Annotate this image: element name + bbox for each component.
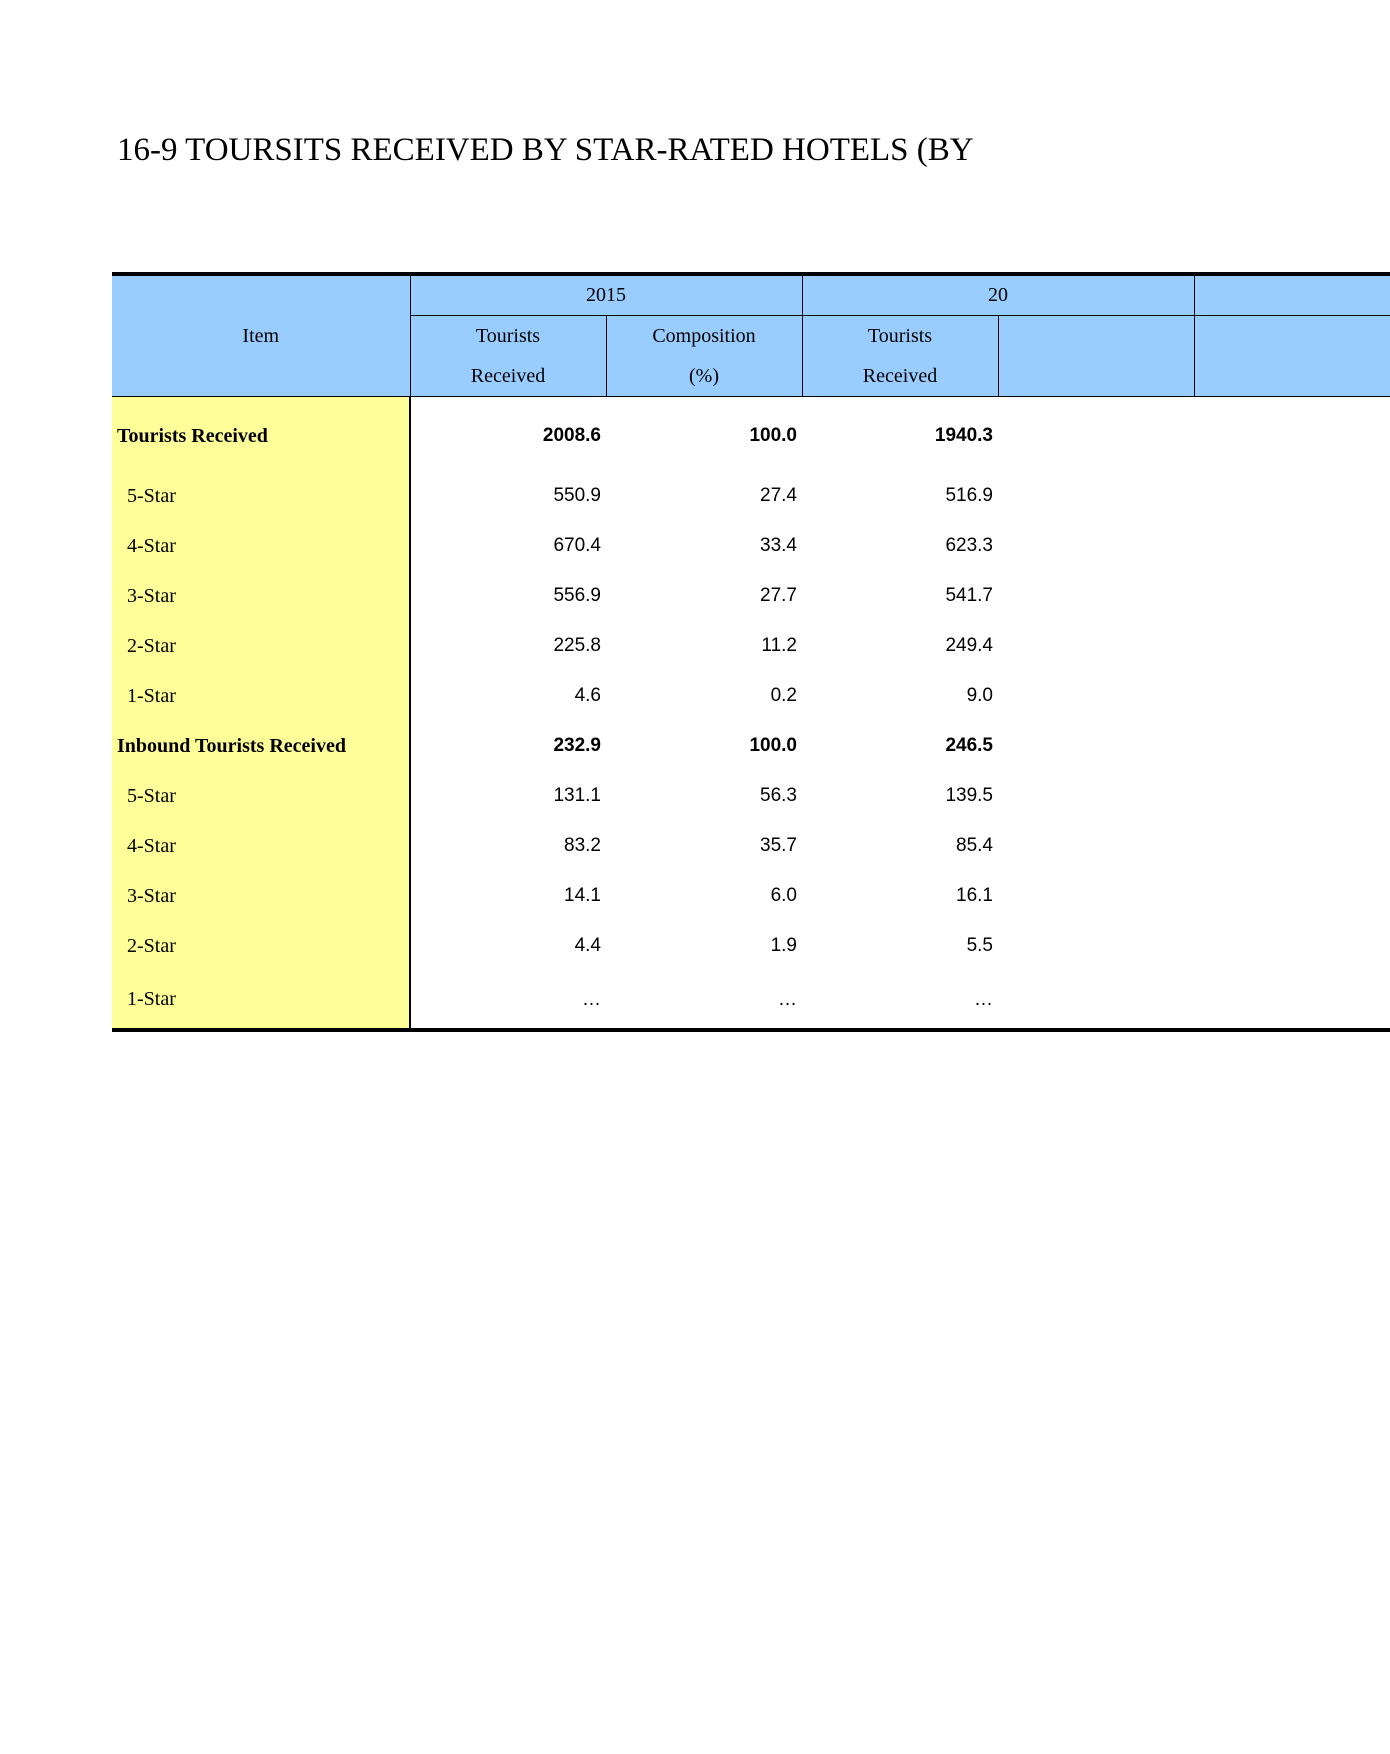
header-line: Tourists (867, 325, 933, 347)
row-label: 3-Star (112, 571, 410, 621)
header-item: Item (112, 274, 410, 397)
cell-value: 139.5 (945, 785, 993, 806)
cell-value: 4.4 (574, 935, 601, 956)
row-label: Inbound Tourists Received (112, 721, 410, 771)
cell-value: 83.2 (564, 835, 601, 856)
table-row (112, 821, 1390, 871)
header-spill (998, 316, 1194, 397)
row-label: 5-Star (112, 471, 410, 521)
table-row (112, 521, 1390, 571)
page-title: 16-9 TOURSITS RECEIVED BY STAR-RATED HOTELS (BY (117, 132, 974, 168)
row-label: 4-Star (112, 821, 410, 871)
cell-value: 9.0 (966, 685, 993, 706)
header-line: Received (470, 365, 546, 387)
cell-value: 556.9 (553, 585, 601, 606)
cell-value: 0.2 (770, 685, 797, 706)
table-row (112, 671, 1390, 721)
header-line: Tourists (475, 325, 541, 347)
cell-value: 516.9 (945, 485, 993, 506)
header-year-next: 20 (802, 274, 1194, 316)
cell-value: 16.1 (956, 885, 993, 906)
row-label: 5-Star (112, 771, 410, 821)
header-spill (1194, 274, 1390, 316)
cell-value: 33.4 (760, 535, 797, 556)
header-tourists-received-2015 (410, 316, 606, 397)
row-label: 3-Star (112, 871, 410, 921)
cell-value: 225.8 (553, 635, 601, 656)
cell-value: 131.1 (553, 785, 601, 806)
row-label: 1-Star (112, 971, 410, 1030)
row-label: Tourists Received (112, 397, 410, 472)
header-line: Composition (652, 325, 756, 347)
cell-value: 1940.3 (934, 425, 993, 446)
table-viewport (112, 272, 1008, 1022)
cell-value: 2008.6 (542, 425, 601, 446)
header-year-2015: 2015 (410, 274, 802, 316)
cell-value: 35.7 (760, 835, 797, 856)
cell-value: 56.3 (760, 785, 797, 806)
row-label: 2-Star (112, 621, 410, 671)
cell-value: … (410, 971, 606, 1030)
cell-value: 541.7 (945, 585, 993, 606)
cell-value: 27.7 (760, 585, 797, 606)
header-tourists-received-next (802, 316, 998, 397)
cell-value: 100.0 (749, 735, 797, 756)
table-row (112, 771, 1390, 821)
row-label: 4-Star (112, 521, 410, 571)
row-label: 1-Star (112, 671, 410, 721)
table-row (112, 921, 1390, 971)
data-table (112, 272, 1390, 1032)
cell-value: … (802, 971, 998, 1030)
cell-value: 623.3 (945, 535, 993, 556)
table-row (112, 471, 1390, 521)
cell-value: 670.4 (553, 535, 601, 556)
table-row (112, 571, 1390, 621)
cell-value: 232.9 (553, 735, 601, 756)
header-composition-2015 (606, 316, 802, 397)
cell-value: 11.2 (761, 635, 797, 656)
table-row (112, 971, 1390, 1030)
cell-value: 6.0 (770, 885, 797, 906)
row-label: 2-Star (112, 921, 410, 971)
cell-value: 1.9 (770, 935, 797, 956)
table-row (112, 397, 1390, 472)
header-line: (%) (689, 365, 719, 387)
cell-value: 27.4 (760, 485, 797, 506)
table-row (112, 721, 1390, 771)
cell-value: 100.0 (749, 425, 797, 446)
table-row (112, 621, 1390, 671)
cell-value: 14.1 (564, 885, 601, 906)
table-row (112, 871, 1390, 921)
cell-value: 4.6 (574, 685, 601, 706)
cell-value: … (606, 971, 802, 1030)
header-spill (1194, 316, 1390, 397)
cell-value: 246.5 (945, 735, 993, 756)
cell-value: 550.9 (553, 485, 601, 506)
cell-value: 85.4 (956, 835, 993, 856)
cell-value: 249.4 (945, 635, 993, 656)
header-line: Received (862, 365, 938, 387)
cell-value: 5.5 (966, 935, 993, 956)
